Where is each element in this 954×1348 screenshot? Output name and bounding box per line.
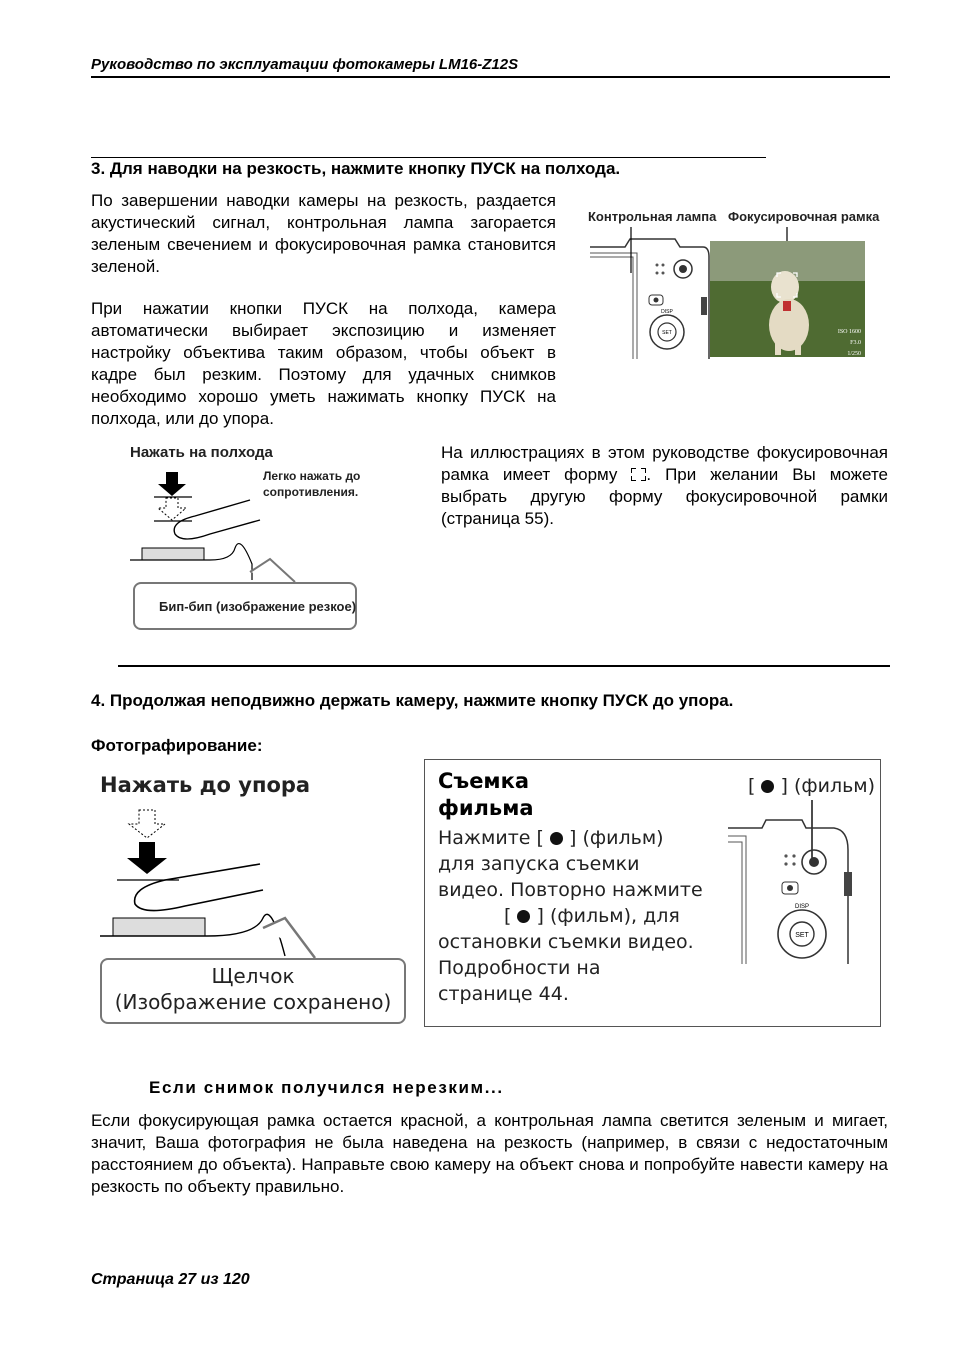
half-press-illustration [120,464,365,594]
step3-paragraph-1: По завершении наводки камеры на резкость, раздается акустический сигнал, контрольная лампа загорается зеленым свечением и фокусировочная рамка становится зеленой. [91,191,556,276]
step4-heading: 4. Продолжая неподвижно держать камеру, нажмите кнопку ПУСК до упора. [91,691,734,710]
camera-focus-figure [585,205,880,365]
full-press-title: Нажать до упора [100,773,311,797]
record-dot-icon [761,780,774,793]
camera-back-illustration [585,227,880,367]
focus-frame-icon [631,468,646,481]
step3-heading: 3. Для наводки на резкость, нажмите кнопку ПУСК на полхода. [91,159,621,178]
callout-saved-text: (Изображение сохранено) [114,990,392,1014]
para3-text-b: . При желании Вы можете выбрать другую форму фокусировочной рамки (страница 55). [441,465,888,528]
movie-line-7: странице 44. [438,983,569,1005]
movie-label-text: ] (фильм) [780,775,876,797]
set-button-label: SET [662,330,672,336]
movie-button-label: [ ] (фильм) [748,775,876,797]
photo-overlay-shutter: 1/250 [847,351,861,357]
header-rule [91,76,890,78]
photo-heading: Фотографирование: [91,736,263,755]
full-press-figure [95,770,410,1028]
movie-instructions: Нажмите [ ] (фильм) для запуска съемки видео. Повторно нажмите [ ] (фильм), для остановки съемки видео. Подробности на странице 44. [438,827,703,1005]
document-header: Руководство по эксплуатации фотокамеры LM16-Z12S [91,56,519,73]
step4-rule [118,665,890,667]
step3-paragraph-2: При нажатии кнопки ПУСК на полхода, камера автоматически выбирает экспозицию и изменяет настройку объектива таким образом, чтобы объект в кадре был резким. Поэтому для удачных снимков необходимо хорошо уметь нажимать кнопку ПУСК на полхода, или до упора. [91,299,556,428]
movie-line-1a: Нажмите [ [438,827,544,849]
lamp-label: Контрольная лампа [588,209,717,224]
movie-camera-illustration [726,800,856,970]
movie-disp-label: DISP [794,904,810,910]
movie-line-1b: ] (фильм) [569,827,664,849]
movie-line-6: Подробности на [438,957,601,979]
half-press-callout [133,582,357,630]
full-press-callout [100,958,406,1024]
para3-text-a: На иллюстрациях в этом руководстве фокусировочная рамка имеет форму [441,443,888,484]
record-dot-icon [517,910,530,923]
photo-overlay-aperture: F3.0 [850,340,861,346]
movie-line-3: видео. Повторно нажмите [438,879,703,901]
step3-rule [91,157,766,158]
photo-overlay-iso: ISO 1600 [837,329,861,335]
half-press-title: Нажать на полхода [130,444,273,461]
page-footer: Страница 27 из 120 [91,1271,250,1288]
disp-button-label: DISP [661,309,673,315]
step3-paragraph-3 [441,442,888,530]
movie-title [438,768,534,822]
movie-line-4: ] (фильм), для [536,905,680,927]
callout-click-text: Щелчок [211,964,295,988]
movie-line-2: для запуска съемки [438,853,640,875]
half-press-callout-text: Бип-бип (изображение резкое) [159,599,357,614]
half-press-figure [120,444,365,634]
frame-label: Фокусировочная рамка [728,209,880,224]
half-press-note: Легко нажать до сопротивления. [263,469,361,499]
movie-title-line2: фильма [438,796,534,820]
warning-heading: Если снимок получился нерезким... [149,1078,504,1097]
movie-line-5: остановки съемки видео. [438,931,694,953]
record-dot-icon [550,832,563,845]
full-press-illustration [95,806,410,966]
warning-paragraph: Если фокусирующая рамка остается красной, а контрольная лампа светится зеленым и мигает, значит, Ваша фотография не была наведена на резкость (например, в связи с недостаточным расстоянием до объекта). Направьте свою камеру на объект снова и попробуйте навести камеру на резкость по объекту правильно. [91,1111,888,1196]
movie-title-line1: Съемка [438,769,530,793]
movie-set-label: SET [795,932,809,939]
